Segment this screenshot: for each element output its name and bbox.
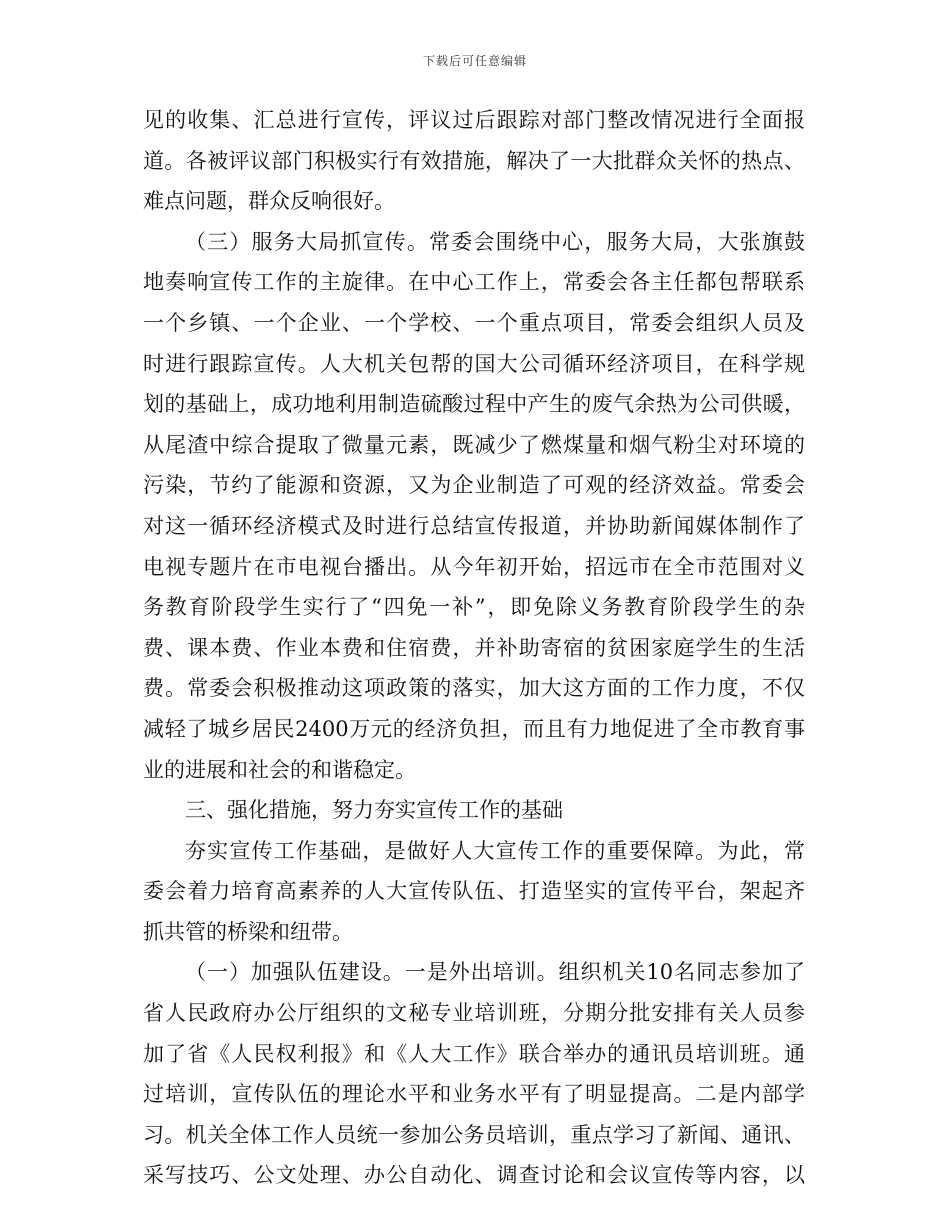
text-line: 抓共管的桥梁和纽带。 — [143, 919, 353, 944]
text-line: 对这一循环经济模式及时进行总结宣传报道，并协助新闻媒体制作了 — [143, 513, 805, 538]
text-line: 务教育阶段学生实行了“四免一补”，即免除义务教育阶段学生的杂 — [143, 595, 805, 620]
text-line: 委会着力培育高素养的人大宣传队伍、打造坚实的宣传平台，架起齐 — [143, 879, 805, 904]
text-line: 夯实宣传工作基础，是做好人大宣传工作的重要保障。为此，常 — [185, 838, 805, 863]
text-line: 地奏响宣传工作的主旋律。在中心工作上，常委会各主任都包帮联系 — [143, 270, 805, 295]
text-line: 一个乡镇、一个企业、一个学校、一个重点项目，常委会组织人员及 — [143, 310, 805, 335]
text-line: 过培训，宣传队伍的理论水平和业务水平有了明显提高。二是内部学 — [143, 1082, 805, 1107]
text-line: 污染，节约了能源和资源，又为企业制造了可观的经济效益。常委会 — [143, 473, 805, 498]
text-line: 业的进展和社会的和谐稳定。 — [143, 757, 416, 782]
text-line: 难点问题，群众反响很好。 — [143, 189, 395, 214]
text-line: 时进行跟踪宣传。人大机关包帮的国大公司循环经济项目，在科学规 — [143, 351, 805, 376]
text-line: 加了省《人民权利报》和《人大工作》联合举办的通讯员培训班。通 — [143, 1041, 805, 1066]
text-line: 习。机关全体工作人员统一参加公务员培训，重点学习了新闻、通讯、 — [143, 1122, 805, 1147]
text-line: 三、强化措施，努力夯实宣传工作的基础 — [185, 798, 563, 823]
text-line: 见的收集、汇总进行宣传，评议过后跟踪对部门整改情况进行全面报 — [143, 108, 805, 132]
text-line: （一）加强队伍建设。一是外出培训。组织机关10名同志参加了 — [185, 960, 805, 985]
text-line: 费、课本费、作业本费和住宿费，并补助寄宿的贫困家庭学生的生活 — [143, 635, 805, 660]
text-line: 划的基础上，成功地利用制造硫酸过程中产生的废气余热为公司供暖， — [143, 392, 805, 417]
text-line: 道。各被评议部门积极实行有效措施，解决了一大批群众关怀的热点、 — [143, 148, 805, 173]
text-line: 从尾渣中综合提取了微量元素，既减少了燃煤量和烟气粉尘对环境的 — [143, 432, 805, 457]
text-line: 省人民政府办公厅组织的文秘专业培训班，分期分批安排有关人员参 — [143, 1001, 805, 1026]
text-line: 费。常委会积极推动这项政策的落实，加大这方面的工作力度，不仅 — [143, 676, 805, 701]
document-body — [143, 100, 805, 1196]
text-line: （三）服务大局抓宣传。常委会围绕中心，服务大局，大张旗鼓 — [185, 229, 805, 254]
page-header: 下载后可任意编辑 — [422, 54, 527, 68]
text-line: 减轻了城乡居民2400万元的经济负担，而且有力地促进了全市教育事 — [143, 716, 805, 741]
text-line: 电视专题片在市电视台播出。从今年初开始，招远市在全市范围对义 — [143, 554, 805, 579]
text-line: 采写技巧、公文处理、办公自动化、调查讨论和会议宣传等内容，以 — [143, 1163, 805, 1188]
